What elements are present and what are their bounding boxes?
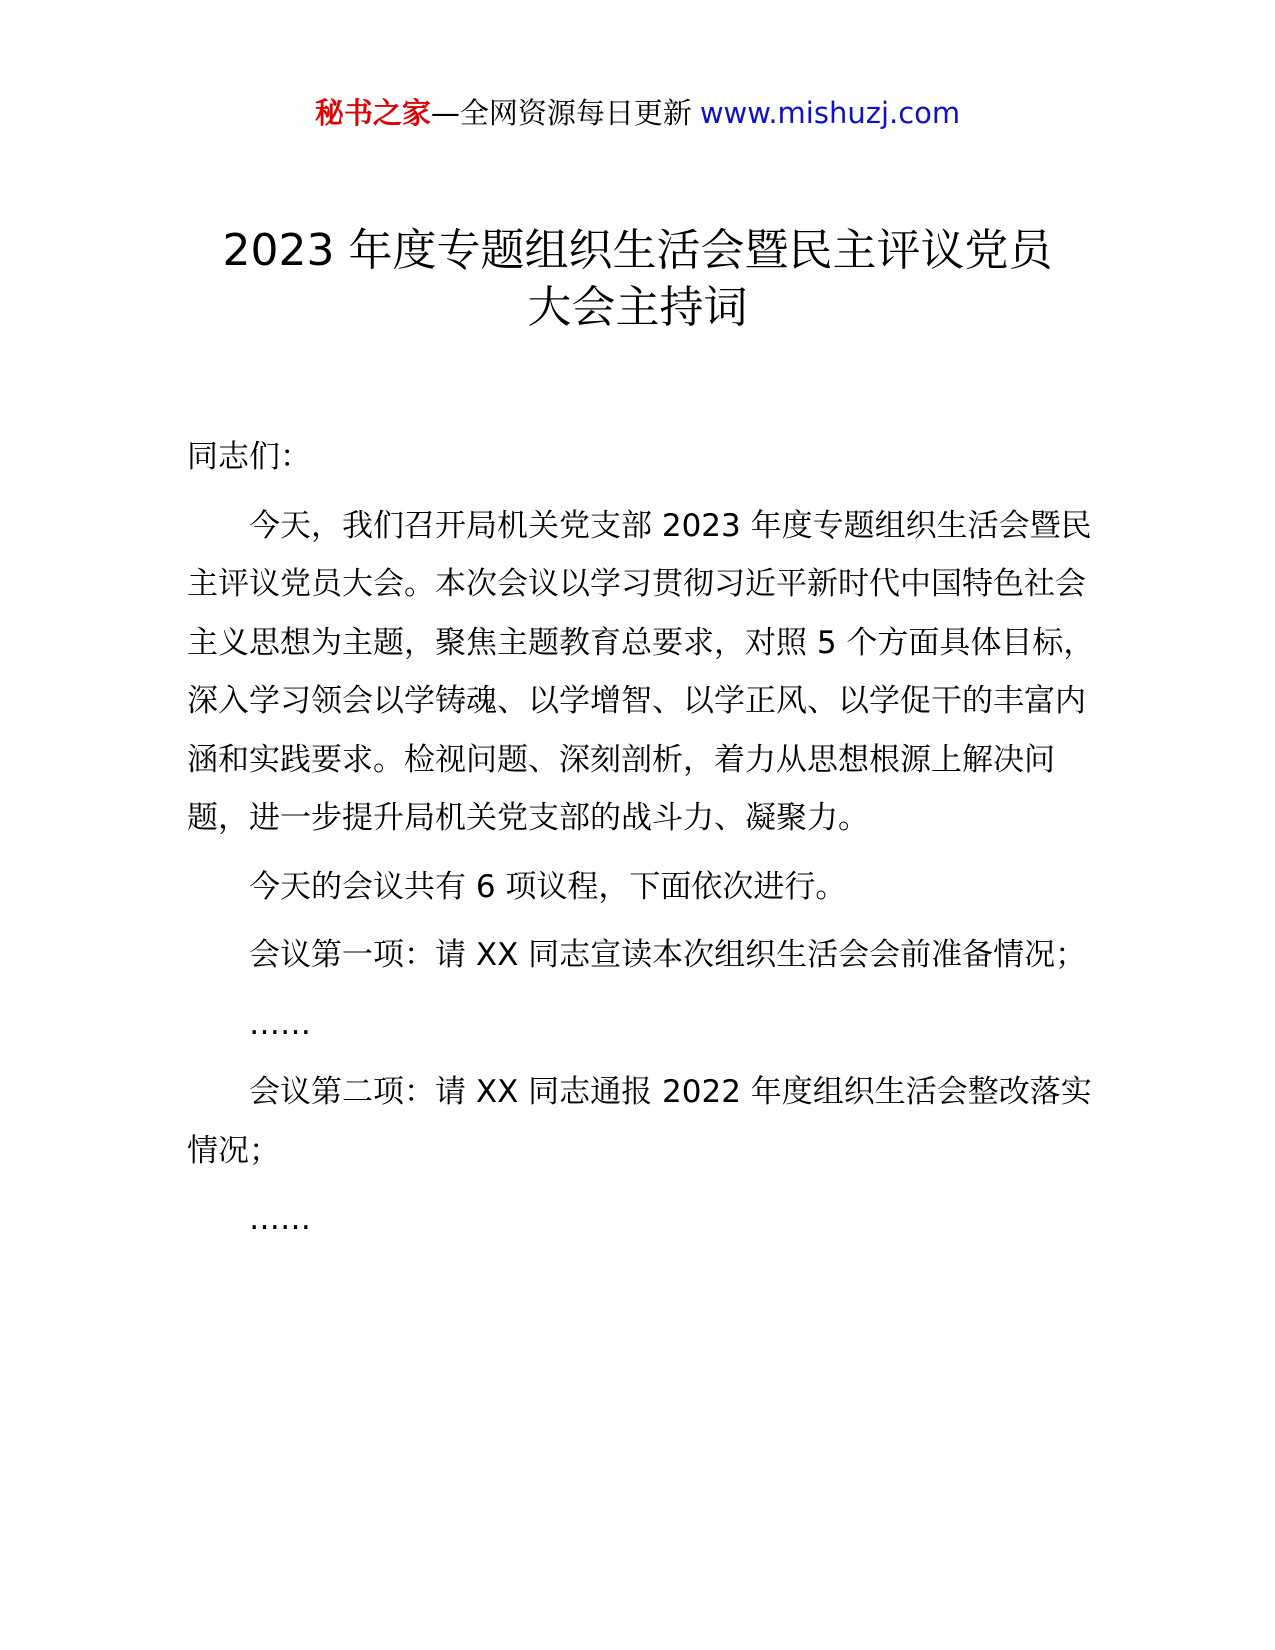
paragraph-agenda-item-1: 会议第一项：请 XX 同志宣读本次组织生活会会前准备情况； xyxy=(249,937,1087,973)
header-tagline: —全网资源每日更新 xyxy=(430,96,692,130)
document-body xyxy=(187,428,1097,1259)
site-url-link[interactable]: www.mishuzj.com xyxy=(699,96,961,130)
ellipsis-2: …… xyxy=(249,1201,311,1237)
ellipsis-1: …… xyxy=(249,1005,311,1042)
brand-name: 秘书之家 xyxy=(314,96,431,130)
paragraph-agenda-item-2: 会议第二项：请 XX 同志通报 2022 年度组织生活会整改落实情况； xyxy=(187,1074,1092,1169)
title-line-2: 大会主持词 xyxy=(527,282,748,333)
salutation: 同志们： xyxy=(187,439,311,475)
document-title xyxy=(140,222,1135,336)
paragraph-intro: 今天，我们召开局机关党支部 2023 年度专题组织生活会暨民主评议党员大会。本次会议以学习贯彻习近平新时代中国特色社会主义思想为主题，聚焦主题教育总要求，对照 5 个方面具体目标，深入学习领会以学铸魂、以学增智、以学正风、以学促干的丰富内涵和实践要求。检视问题、深刻剖析，着力从思想根源上解决问题，进一步提升局机关党支部的战斗力、凝聚力。 xyxy=(187,507,1095,836)
title-line-1: 2023 年度专题组织生活会暨民主评议党员 xyxy=(222,225,1053,276)
paragraph-agenda-count: 今天的会议共有 6 项议程，下面依次进行。 xyxy=(249,868,847,905)
site-header xyxy=(0,96,1275,131)
